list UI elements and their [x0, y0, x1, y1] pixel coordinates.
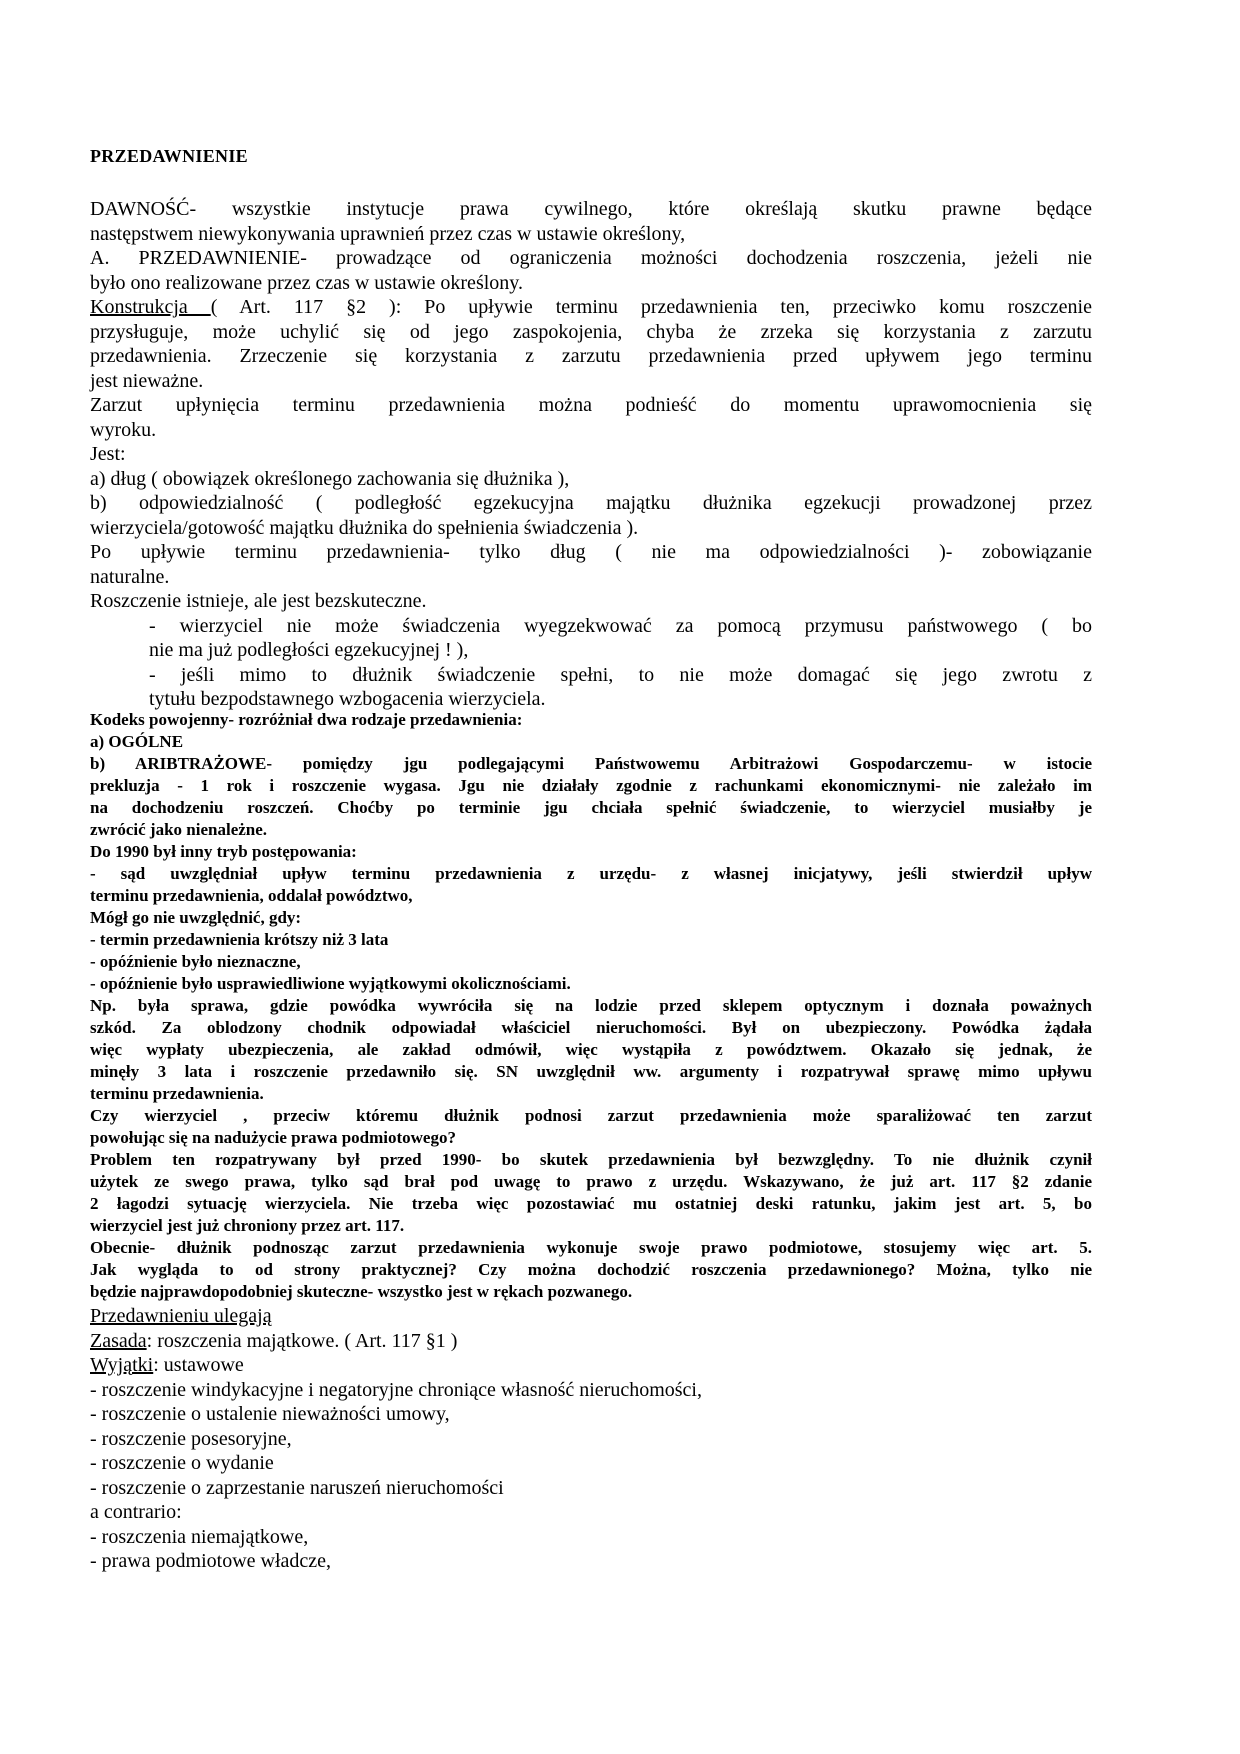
line-text: jest nieważne. — [90, 369, 204, 392]
text-line — [90, 1353, 1092, 1378]
line-text: - opóźnienie było nieznaczne, — [90, 952, 301, 971]
line-text: prekluzja - 1 rok i roszczenie wygasa. Jgu nie działały zgodnie z rachunkami ekonomicznymi- nie zależało im — [90, 776, 1092, 795]
line-text: : ustawowe — [153, 1354, 244, 1376]
text-line — [90, 1127, 1092, 1149]
text-line — [90, 819, 1092, 841]
underlined-heading: Przedawnieniu ulegają — [90, 1305, 272, 1327]
text-line — [90, 1061, 1092, 1083]
line-text: było ono realizowane przez czas w ustawie określony. — [90, 271, 523, 294]
text-line — [90, 1039, 1092, 1061]
text-line — [90, 589, 1092, 614]
text-line — [90, 1259, 1092, 1281]
underlined-heading: Wyjątki — [90, 1354, 154, 1376]
text-line — [90, 1215, 1092, 1237]
line-text: Po upływie terminu przedawnienia- tylko dług ( nie ma odpowiedzialności )- zobowiązanie — [90, 541, 1092, 563]
line-text: - roszczenie o zaprzestanie naruszeń nieruchomości — [90, 1476, 504, 1499]
text-line — [90, 1304, 1092, 1329]
text-line — [90, 731, 1092, 753]
text-line — [90, 369, 1092, 394]
text-line — [149, 614, 1092, 639]
line-text: - opóźnienie było usprawiedliwione wyjątkowymi okolicznościami. — [90, 974, 571, 993]
text-line — [90, 246, 1092, 271]
line-text: Jest: — [90, 443, 126, 465]
line-text: Roszczenie istnieje, ale jest bezskuteczne. — [90, 590, 427, 612]
line-text: przysługuje, może uchylić się od jego zaspokojenia, chyba że zrzeka się korzystania z zarzutu — [90, 320, 1092, 343]
text-line — [90, 1017, 1092, 1039]
text-line — [90, 1105, 1092, 1127]
line-text: Problem ten rozpatrywany był przed 1990- bo skutek przedawnienia był bezwzględny. To nie dłużnik czynił — [90, 1150, 1092, 1169]
text-line — [90, 951, 1092, 973]
line-text: Czy wierzyciel , przeciw któremu dłużnik podnosi zarzut przedawnienia może sparaliżować ten zarzut — [90, 1106, 1092, 1125]
line-text: terminu przedawnienia. — [90, 1084, 264, 1103]
line-text: wierzyciel jest już chroniony przez art. 117. — [90, 1216, 405, 1235]
line-text: terminu przedawnienia, oddalał powództwo, — [90, 886, 413, 905]
line-text: - prawa podmiotowe władcze, — [90, 1550, 332, 1572]
line-text: zwrócić jako nienależne. — [90, 820, 268, 839]
text-line — [90, 467, 1092, 492]
line-text: - roszczenie windykacyjne i negatoryjne chroniące własność nieruchomości, — [90, 1378, 702, 1401]
text-line — [90, 197, 1092, 222]
line-text: Do 1990 był inny tryb postępowania: — [90, 842, 357, 861]
line-text: - roszczenie o ustalenie nieważności umowy, — [90, 1403, 450, 1425]
line-text: Zarzut upłynięcia terminu przedawnienia można podnieść do momentu uprawomocnienia się — [90, 394, 1092, 416]
text-line — [90, 797, 1092, 819]
line-text: Mógł go nie uwzględnić, gdy: — [90, 908, 302, 927]
line-text: - roszczenie o wydanie — [90, 1452, 274, 1474]
text-line — [90, 320, 1092, 345]
line-text: a contrario: — [90, 1501, 182, 1523]
line-text: b) odpowiedzialność ( podległość egzekucyjna majątku dłużnika egzekucji prowadzonej przez — [90, 492, 1092, 514]
text-line — [90, 1378, 1092, 1403]
text-line — [90, 1281, 1092, 1303]
line-text: DAWNOŚĆ- wszystkie instytucje prawa cywilnego, które określają skutku prawne będące — [90, 198, 1092, 220]
underlined-heading: Zasada — [90, 1329, 147, 1352]
text-line — [90, 753, 1092, 775]
line-text: na dochodzeniu roszczeń. Choćby po terminie jgu chciała spełnić świadczenie, to wierzyciel musiałby je — [90, 798, 1092, 817]
text-line — [90, 565, 1092, 590]
underlined-heading: Konstrukcja — [90, 296, 211, 318]
line-text: nie ma już podległości egzekucyjnej ! ), — [149, 639, 469, 661]
line-text: - sąd uwzględniał upływ terminu przedawnienia z urzędu- z własnej inicjatywy, jeśli stwierdził upływ — [90, 864, 1092, 883]
text-line — [90, 841, 1092, 863]
section-subject-to-limitation — [90, 1304, 1092, 1574]
section-definitions — [90, 197, 1092, 712]
line-text: Jak wygląda to od strony praktycznej? Czy można dochodzić roszczenia przedawnionego? Można, tylko nie — [90, 1260, 1092, 1279]
text-line — [90, 709, 1092, 731]
line-text: Np. była sprawa, gdzie powódka wywróciła się na lodzie przed sklepem optycznym i doznała poważnych — [90, 996, 1092, 1015]
section-historical-notes — [90, 709, 1092, 1303]
line-text: Obecnie- dłużnik podnosząc zarzut przedawnienia wykonuje swoje prawo podmiotowe, stosujemy więc art. 5. — [90, 1238, 1092, 1257]
text-line — [149, 638, 1092, 663]
line-text: Kodeks powojenny- rozróżniał dwa rodzaje przedawnienia: — [90, 710, 523, 729]
line-text: 2 łagodzi sytuację wierzyciela. Nie trzeba więc pozostawiać mu ostatniej deski ratunku, jakim jest art. 5, bo — [90, 1194, 1092, 1213]
text-line — [90, 1476, 1092, 1501]
document-title: PRZEDAWNIENIE — [90, 146, 248, 166]
text-line — [90, 1193, 1092, 1215]
text-line — [90, 442, 1092, 467]
line-text: naturalne. — [90, 565, 170, 588]
text-line — [90, 863, 1092, 885]
text-line — [90, 907, 1092, 929]
text-line — [90, 516, 1092, 541]
text-line — [90, 1237, 1092, 1259]
text-line — [90, 271, 1092, 296]
text-line — [90, 1083, 1092, 1105]
text-line — [90, 1549, 1092, 1574]
line-text: ( Art. 117 §2 ): Po upływie terminu przedawnienia ten, przeciwko komu roszczenie — [210, 296, 1092, 318]
text-line — [90, 1402, 1092, 1427]
text-line — [90, 1525, 1092, 1550]
line-text: użytek ze swego prawa, tylko sąd brał pod uwagę to prawo z urzędu. Wskazywano, że już art. 117 §2 zdanie — [90, 1172, 1092, 1191]
text-line — [90, 418, 1092, 443]
text-line — [90, 540, 1092, 565]
line-text: minęły 3 lata i roszczenie przedawniło się. SN uwzględnił ww. argumenty i rozpatrywał sprawę mimo upływu — [90, 1062, 1092, 1081]
line-text: b) ARIBTRAŻOWE- pomiędzy jgu podlegającymi Państwowemu Arbitrażowi Gospodarczemu- w istocie — [90, 754, 1092, 773]
text-line — [90, 393, 1092, 418]
line-text: a) OGÓLNE — [90, 732, 184, 751]
text-line — [90, 295, 1092, 320]
text-line — [90, 1427, 1092, 1452]
text-line — [149, 687, 1092, 712]
text-line — [90, 929, 1092, 951]
line-text: powołując się na nadużycie prawa podmiotowego? — [90, 1128, 456, 1147]
line-text: więc wypłaty ubezpieczenia, ale zakład odmówił, więc wystąpiła z powództwem. Okazało się jednak, że — [90, 1040, 1092, 1059]
line-text: - jeśli mimo to dłużnik świadczenie spełni, to nie może domagać się jego zwrotu z — [149, 663, 1092, 686]
line-text: będzie najprawdopodobniej skuteczne- wszystko jest w rękach pozwanego. — [90, 1282, 633, 1301]
text-line — [90, 1329, 1092, 1354]
line-text: - roszczenie posesoryjne, — [90, 1427, 292, 1450]
line-text: następstwem niewykonywania uprawnień przez czas w ustawie określony, — [90, 222, 686, 245]
text-line — [90, 995, 1092, 1017]
text-line — [90, 885, 1092, 907]
line-text: - roszczenia niemajątkowe, — [90, 1525, 309, 1548]
line-text: : roszczenia majątkowe. ( Art. 117 §1 ) — [146, 1329, 458, 1352]
text-line — [90, 222, 1092, 247]
line-text: wierzyciela/gotowość majątku dłużnika do spełnienia świadczenia ). — [90, 516, 639, 539]
text-line — [90, 775, 1092, 797]
line-text: tytułu bezpodstawnego wzbogacenia wierzyciela. — [149, 688, 546, 710]
line-text: przedawnienia. Zrzeczenie się korzystania z zarzutu przedawnienia przed upływem jego terminu — [90, 345, 1092, 367]
text-line — [90, 973, 1092, 995]
line-text: a) dług ( obowiązek określonego zachowania się dłużnika ), — [90, 467, 570, 490]
line-text: - termin przedawnienia krótszy niż 3 lata — [90, 930, 389, 949]
text-line — [90, 1451, 1092, 1476]
text-line — [90, 344, 1092, 369]
line-text: wyroku. — [90, 418, 157, 441]
line-text: - wierzyciel nie może świadczenia wyegzekwować za pomocą przymusu państwowego ( bo — [149, 614, 1092, 637]
text-line — [90, 1500, 1092, 1525]
line-text: A. PRZEDAWNIENIE- prowadzące od ograniczenia możności dochodzenia roszczenia, jeżeli nie — [90, 247, 1092, 269]
text-line — [90, 491, 1092, 516]
text-line — [90, 1149, 1092, 1171]
text-line — [149, 663, 1092, 688]
line-text: szkód. Za oblodzony chodnik odpowiadał właściciel nieruchomości. Był on ubezpieczony. Powódka żądała — [90, 1018, 1092, 1037]
text-line — [90, 1171, 1092, 1193]
